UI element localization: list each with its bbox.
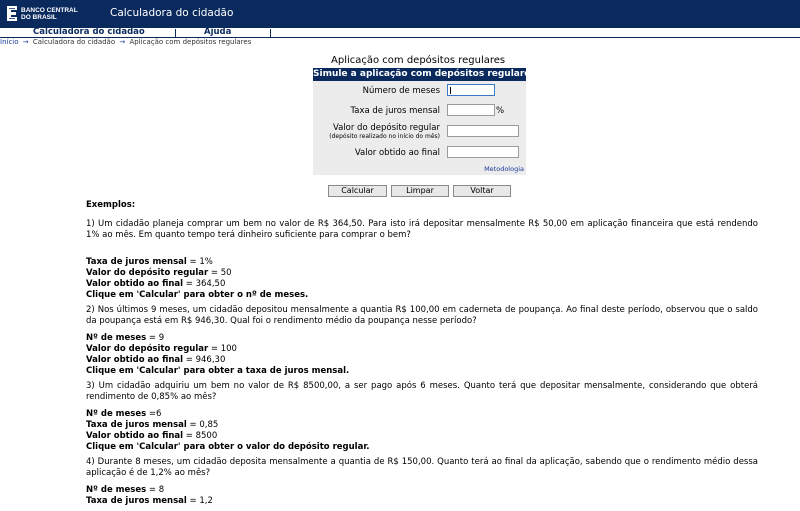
nav-bar	[0, 28, 800, 38]
page-title: Aplicação com depósitos regulares	[331, 55, 506, 66]
form-header: Simule a aplicação com depósitos regulares	[313, 69, 536, 79]
example-value-label: Taxa de juros mensal	[86, 420, 187, 430]
example-value: = 8500	[183, 431, 218, 441]
example-value: = 9	[146, 333, 165, 343]
example-value-label: Valor obtido ao final	[86, 355, 184, 365]
deposit-input[interactable]	[447, 125, 519, 137]
calculate-button[interactable]: Calcular	[328, 185, 387, 197]
example-value-label: Valor do depósito regular	[86, 268, 209, 278]
breadcrumb-section[interactable]: Calculadora do cidadão	[32, 38, 116, 46]
simulation-form	[313, 68, 536, 175]
clear-button[interactable]: Limpar	[391, 185, 449, 197]
example-value: =6	[146, 409, 162, 419]
example-value: = 50	[208, 268, 232, 278]
example-value-label: Taxa de juros mensal	[86, 496, 187, 506]
example-value-label: Taxa de juros mensal	[86, 257, 187, 267]
rate-input[interactable]	[447, 104, 495, 116]
example-1-instruction: Clique em 'Calcular' para obter o nº de meses.	[86, 290, 309, 300]
rate-label: Taxa de juros mensal	[350, 106, 440, 116]
example-value-label: Nº de meses	[86, 409, 147, 419]
breadcrumb-current: Aplicação com depósitos regulares	[129, 38, 252, 46]
example-3-text: 3) Um cidadão adquiriu um bem no valor de R$ 8500,00, a ser pago após 6 meses. Quanto terá que depositar mensalmente, considerando que obterá rendimento de 0,85% ao mês?	[86, 381, 758, 402]
example-value-label: Nº de meses	[86, 333, 147, 343]
bank-name-line1: BANCO CENTRAL	[21, 7, 78, 14]
breadcrumb	[0, 38, 251, 47]
months-label: Número de meses	[362, 86, 440, 96]
bank-name	[21, 7, 78, 21]
examples-section	[86, 200, 758, 511]
deposit-label: Valor do depósito regular	[332, 123, 440, 133]
back-button[interactable]: Voltar	[453, 185, 511, 197]
example-4-values	[86, 485, 758, 507]
rate-percent-sign: %	[496, 106, 505, 116]
example-4-text: 4) Durante 8 meses, um cidadão deposita mensalmente a quantia de R$ 150,00. Quanto terá ao final da aplicação, sabendo que o rendimento médio dessa aplicação é de 1,2% ao mês?	[86, 457, 758, 478]
example-value-label: Nº de meses	[86, 485, 147, 495]
example-2-text: 2) Nos últimos 9 meses, um cidadão depositou mensalmente a quantia R$ 100,00 em caderneta de poupança. Ao final deste período, observou que o saldo da poupança está em R$ 946,30. Qual foi o rendimento médio da poupança nesse período?	[86, 305, 758, 326]
final-value-label: Valor obtido ao final	[354, 148, 440, 158]
example-value: = 8	[146, 485, 165, 495]
example-value: = 100	[208, 344, 237, 354]
example-3-instruction: Clique em 'Calcular' para obter o valor do depósito regular.	[86, 442, 370, 452]
example-value-label: Valor obtido ao final	[86, 431, 184, 441]
months-input[interactable]	[447, 84, 495, 96]
breadcrumb-arrow-icon: →	[119, 38, 126, 46]
example-2-values	[86, 333, 758, 377]
example-value-label: Valor obtido ao final	[86, 279, 184, 289]
text-cursor	[450, 87, 451, 94]
example-3-values	[86, 409, 758, 453]
example-value: = 364,50	[183, 279, 226, 289]
example-value: = 1,2	[186, 496, 213, 506]
examples-heading: Exemplos:	[86, 200, 136, 210]
final-value-input[interactable]	[447, 146, 519, 158]
bank-logo-icon	[5, 5, 19, 22]
breadcrumb-home-link[interactable]: Início	[0, 38, 19, 46]
app-title: Calculadora do cidadão	[110, 7, 234, 19]
example-value: = 0,85	[186, 420, 219, 430]
nav-divider	[175, 29, 176, 37]
nav-item-ajuda[interactable]: Ajuda	[204, 27, 232, 37]
example-1-text: 1) Um cidadão planeja comprar um bem no valor de R$ 364,50. Para isto irá depositar mensalmente R$ 50,00 em aplicação financeira que está rendendo 1% ao mês. Em quanto tempo terá dinheiro suficiente para comprar o bem?	[86, 219, 758, 240]
example-2-instruction: Clique em 'Calcular' para obter a taxa de juros mensal.	[86, 366, 350, 376]
nav-item-calculadora[interactable]: Calculadora do cidadão	[33, 27, 145, 37]
example-value-label: Valor do depósito regular	[86, 344, 209, 354]
example-1-values	[86, 257, 758, 301]
deposit-sublabel: (depósito realizado no início do mês)	[329, 133, 440, 140]
methodology-link[interactable]: Metodologia	[484, 165, 524, 173]
top-bar	[0, 0, 800, 28]
breadcrumb-arrow-icon: →	[22, 38, 29, 46]
bank-name-line2: DO BRASIL	[21, 14, 57, 21]
example-value: = 1%	[186, 257, 213, 267]
example-value: = 946,30	[183, 355, 226, 365]
nav-divider	[270, 29, 271, 37]
